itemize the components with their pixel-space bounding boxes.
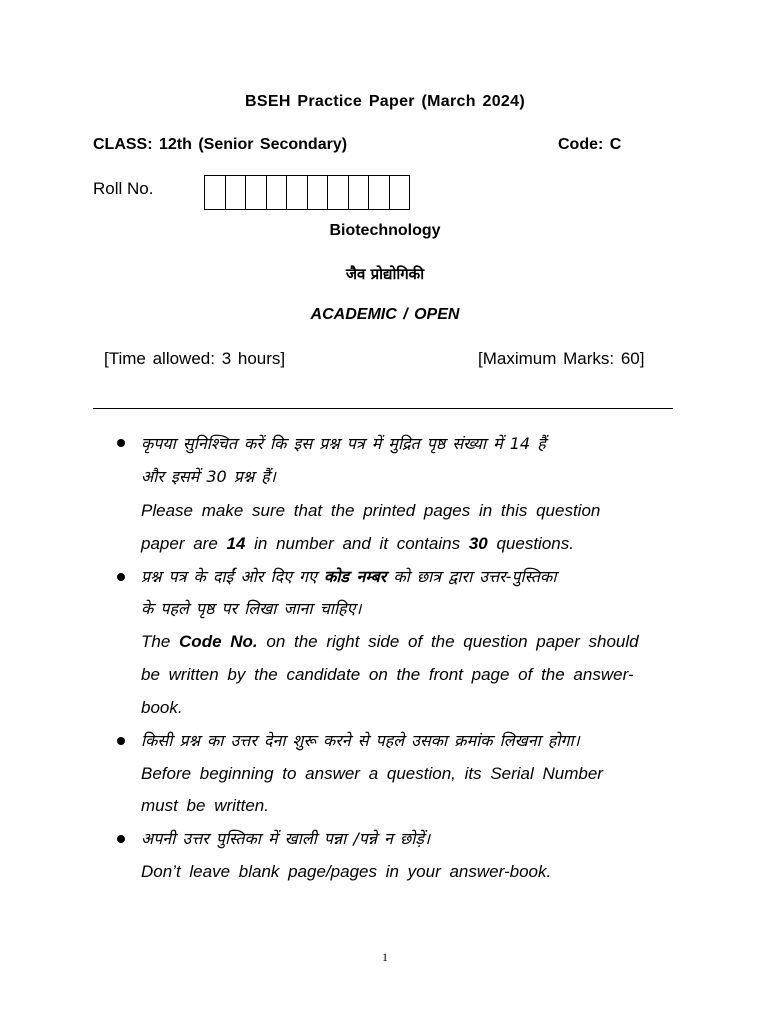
roll-digit-box[interactable]	[369, 176, 390, 209]
time-allowed: [Time allowed: 3 hours]	[104, 349, 286, 368]
instruction-2-english-line-3: book.	[141, 698, 183, 717]
instruction-1-hindi-line-2: और इसमें 30 प्रश्न हैं।	[141, 467, 276, 486]
roll-number-label: Roll No.	[93, 179, 154, 198]
roll-digit-box[interactable]	[287, 176, 308, 209]
code-label: Code: C	[558, 136, 622, 153]
header-divider	[93, 408, 673, 409]
instruction-4-english-line-1: Don’t leave blank page/pages in your answer-book.	[141, 862, 552, 881]
roll-digit-box[interactable]	[246, 176, 267, 209]
bullet-icon	[117, 835, 125, 843]
instruction-3-english-line-1: Before beginning to answer a question, its Serial Number	[141, 764, 603, 783]
roll-digit-box[interactable]	[308, 176, 329, 209]
roll-digit-box[interactable]	[349, 176, 370, 209]
roll-digit-box[interactable]	[390, 176, 410, 209]
bullet-icon	[117, 573, 125, 581]
class-label: CLASS: 12th (Senior Secondary)	[93, 136, 348, 153]
maximum-marks: [Maximum Marks: 60]	[478, 349, 645, 368]
instruction-1-hindi-line-1: कृपया सुनिश्चित करें कि इस प्रश्न पत्र में मुद्रित पृष्ठ संख्या में 14 हैं	[141, 434, 546, 453]
instruction-1-english-line-2: paper are 14 in number and it contains 30 questions.	[141, 534, 574, 553]
subject-hindi: जैव प्रोद्योगिकी	[345, 265, 425, 283]
instruction-3-hindi-line-1: किसी प्रश्न का उत्तर देना शुरू करने से पहले उसका क्रमांक लिखना होगा।	[141, 731, 580, 750]
roll-digit-box[interactable]	[328, 176, 349, 209]
subject-english: Biotechnology	[329, 222, 441, 239]
roll-digit-box[interactable]	[267, 176, 288, 209]
bullet-icon	[117, 737, 125, 745]
roll-number-boxes	[204, 175, 410, 210]
instruction-2-hindi-line-1: प्रश्न पत्र के दाईं ओर दिए गए कोड नम्बर को छात्र द्वारा उत्तर-पुस्तिका	[141, 567, 557, 586]
instruction-2-hindi-line-2: के पहले पृष्ठ पर लिखा जाना चाहिए।	[141, 599, 362, 618]
stream-label: ACADEMIC / OPEN	[310, 306, 460, 323]
instruction-3-english-line-2: must be written.	[141, 796, 269, 815]
page-number: 1	[382, 950, 388, 964]
paper-title: BSEH Practice Paper (March 2024)	[245, 93, 525, 110]
roll-digit-box[interactable]	[226, 176, 247, 209]
instruction-2-english-line-1: The Code No. on the right side of the question paper should	[141, 632, 639, 651]
bullet-icon	[117, 439, 125, 447]
instruction-1-english-line-1: Please make sure that the printed pages in this question	[141, 501, 601, 520]
instruction-4-hindi-line-1: अपनी उत्तर पुस्तिका में खाली पन्ना /पन्ने न छोड़ें।	[141, 829, 431, 848]
instruction-2-english-line-2: be written by the candidate on the front page of the answer-	[141, 665, 634, 684]
roll-digit-box[interactable]	[205, 176, 226, 209]
